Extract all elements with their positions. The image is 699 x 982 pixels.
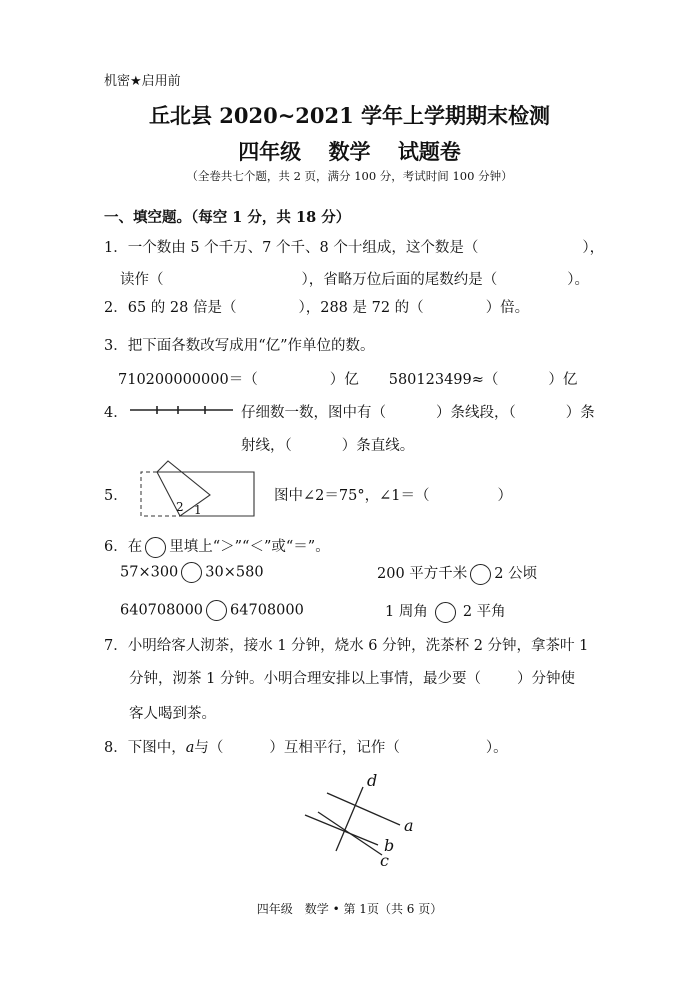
line-d-label: d — [367, 771, 378, 790]
question-text: 仔细数一数，图中有（ — [241, 405, 386, 421]
subject-label: 数学 — [328, 139, 371, 164]
question-3-stem: 3．把下面各数改写成用“亿”作单位的数。 — [104, 338, 375, 354]
question-text: 8．下图中， — [104, 740, 186, 756]
question-text: 710200000000＝（ — [118, 372, 258, 388]
question-text: ）倍。 — [485, 300, 530, 316]
question-4-number: 4． — [104, 405, 128, 421]
question-7-line-1: 7．小明给客人沏茶，接水 1 分钟，烧水 6 分钟，洗茶杯 2 分钟，拿茶叶 1 — [104, 638, 589, 654]
page-footer: 四年级 数学 • 第 1页（共 6 页） — [256, 902, 443, 916]
compare-left: 57×300 — [120, 564, 179, 581]
question-text: 1．一个数由 5 个千万、7 个千、8 个十组成，这个数是（ — [104, 240, 479, 256]
question-text: ）。 — [485, 740, 508, 756]
line-b-label: b — [384, 836, 395, 855]
compare-left: 640708000 — [120, 602, 204, 619]
question-text: 图中∠2＝75°，∠1＝（ — [274, 488, 430, 504]
question-text: ） — [497, 488, 512, 504]
section-heading: 一、填空题。（每空 1 分，共 18 分） — [104, 209, 351, 226]
question-text: ），288 是 72 的（ — [298, 300, 424, 316]
question-text: ）互相平行，记作（ — [269, 740, 400, 756]
question-text: ）条直线。 — [341, 438, 415, 454]
question-text: ）。 — [567, 272, 589, 288]
compare-right: 30×580 — [205, 564, 264, 581]
compare-right: 2 公顷 — [494, 566, 538, 582]
question-text: 580123499≈（ — [388, 372, 499, 388]
question-text: ）分钟使 — [516, 671, 575, 687]
question-7-line-3: 客人喝到茶。 — [129, 706, 216, 722]
exam-instructions: （全卷共七个题，共 2 页，满分 100 分，考试时间 100 分钟） — [186, 169, 513, 183]
question-text: 2．65 的 28 倍是（ — [104, 300, 237, 316]
question-text: 读作（ — [120, 272, 164, 288]
confidential-mark: 机密★启用前 — [104, 74, 181, 89]
question-text: 里填上“＞”“＜”或“＝”。 — [169, 539, 330, 555]
paper-label: 试题卷 — [397, 139, 461, 164]
question-text: 与（ — [194, 740, 224, 756]
compare-left: 1 周角 — [385, 604, 428, 620]
question-5-number: 5． — [104, 488, 128, 504]
question-text: 射线，（ — [241, 438, 292, 454]
angle-1-label: 1 — [194, 503, 202, 517]
question-text: 6．在 — [104, 539, 143, 555]
question-text: ）条 — [565, 405, 595, 421]
line-variable: a — [185, 740, 195, 756]
compare-left: 200 平方千米 — [377, 566, 468, 582]
grade-label: 四年级 — [238, 139, 302, 164]
question-text: ）亿 — [548, 372, 578, 388]
question-text: ）亿 — [329, 372, 359, 388]
question-text: ）条线段，（ — [436, 405, 516, 421]
line-c-label: c — [380, 851, 389, 870]
question-text: 分钟，沏茶 1 分钟。小明合理安排以上事情，最少要（ — [129, 671, 481, 687]
question-text: ），省略万位后面的尾数约是（ — [301, 272, 498, 288]
compare-right: 2 平角 — [462, 604, 506, 620]
exam-title: 丘北县 2020~2021 学年上学期期末检测 — [148, 103, 551, 128]
line-a-label: a — [404, 816, 414, 835]
compare-right: 64708000 — [230, 602, 304, 619]
angle-2-label: 2 — [176, 500, 184, 514]
question-text: ）， — [582, 240, 605, 256]
